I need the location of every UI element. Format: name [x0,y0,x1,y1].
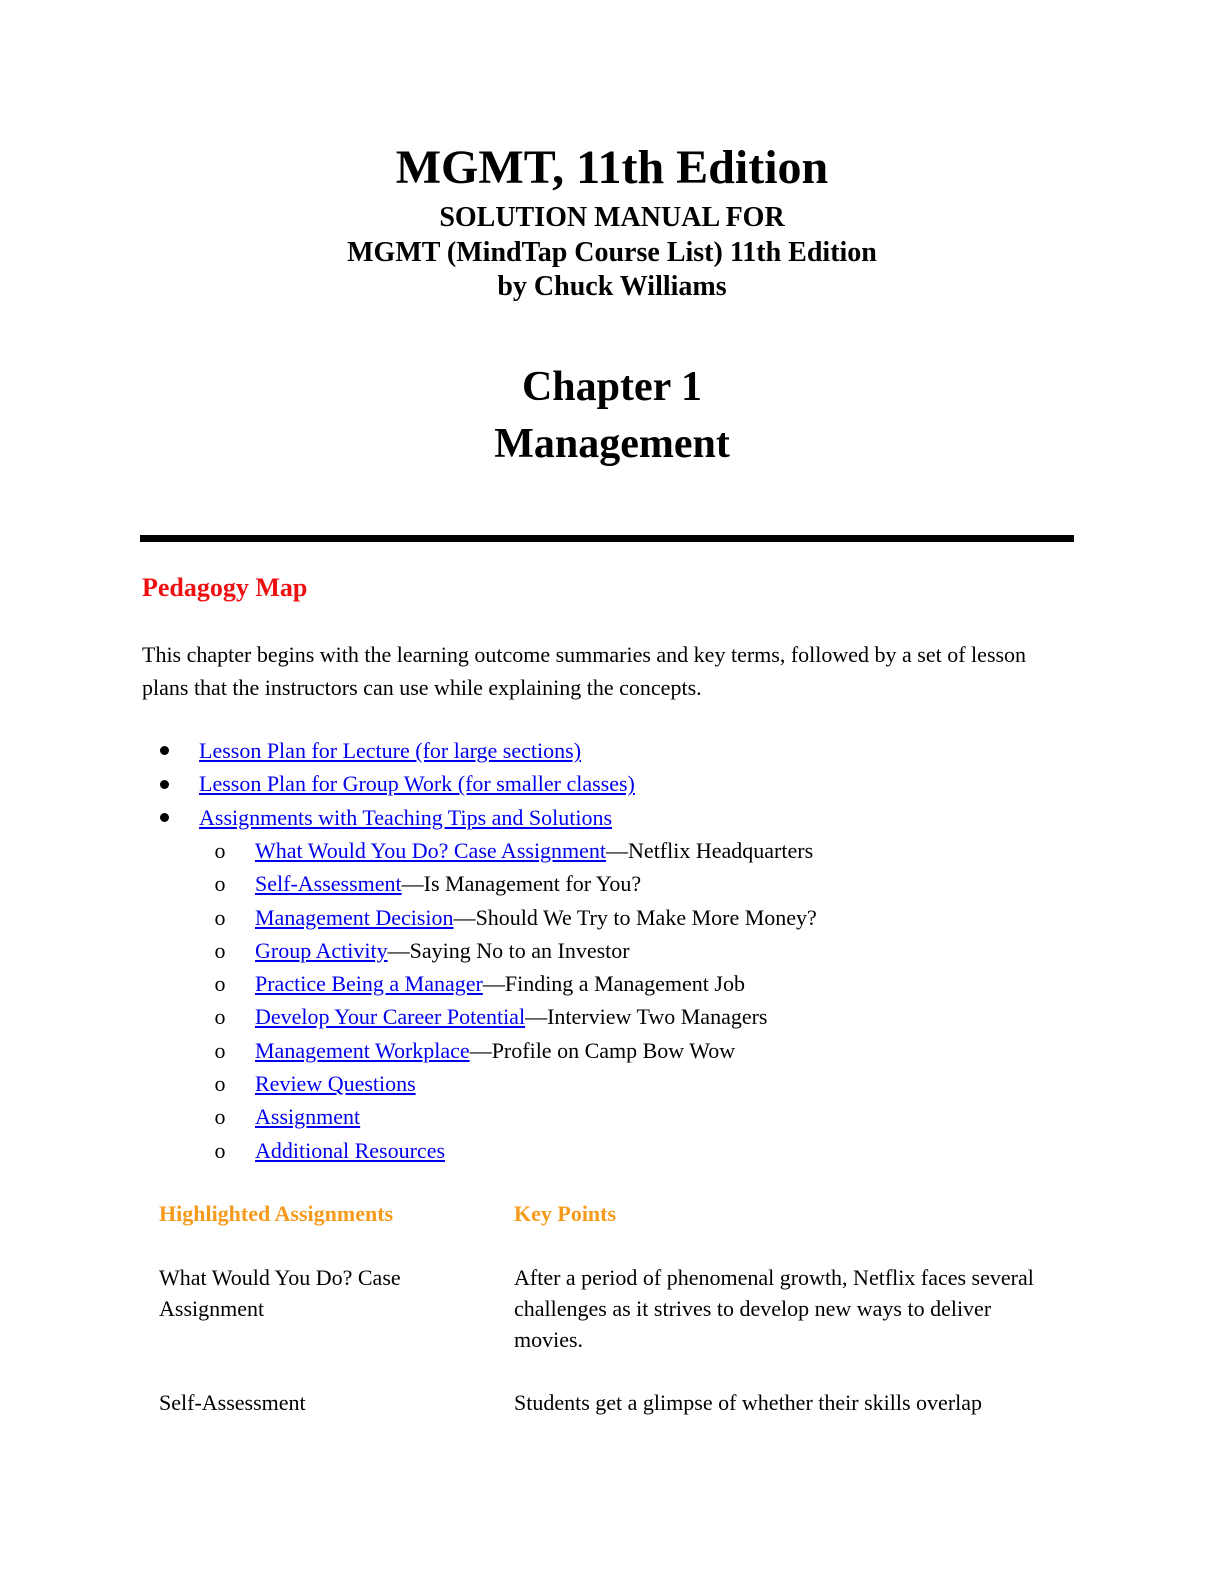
list-item [142,834,1072,867]
sub-bullet-marker: o [214,971,226,997]
list-item [142,901,1072,934]
sub-bullet-marker: o [214,1004,226,1030]
bullet-icon [154,734,174,767]
list-item [142,867,1072,900]
item-description: —Is Management for You? [401,871,642,897]
link-assignment[interactable]: Assignment [255,1104,361,1130]
table-cell-key-point: Students get a glimpse of whether their skills overlap [514,1390,983,1415]
chapter-label: Chapter 1 [521,364,703,410]
subtitle-line-2: MGMT (MindTap Course List) 11th Edition [347,237,877,268]
link-self-assessment[interactable]: Self-Assessment [255,871,402,897]
link-practice-being-a-manager[interactable]: Practice Being a Manager [255,971,483,997]
table-header-key-points: Key Points [514,1201,617,1226]
subtitle-line-3: by Chuck Williams [497,271,727,302]
link-lesson-plan-group-work[interactable]: Lesson Plan for Group Work (for smaller classes) [199,771,635,797]
link-additional-resources[interactable]: Additional Resources [255,1137,446,1163]
table-cell-assignment: Self-Assessment [159,1390,306,1415]
subtitle-line-1: SOLUTION MANUAL FOR [439,202,785,233]
bullet-icon [154,801,174,834]
sub-bullet-marker: o [214,838,226,863]
bullet-icon [154,767,174,800]
item-description: —Saying No to an Investor [387,937,630,963]
list-item [142,967,1072,1000]
item-description: —Interview Two Managers [525,1004,768,1030]
item-description: —Finding a Management Job [482,971,745,997]
list-item [142,801,1072,834]
list-item [142,934,1072,967]
sub-bullet-marker: o [214,1037,226,1063]
sub-bullet-marker: o [214,904,226,930]
link-what-would-you-do[interactable]: What Would You Do? Case Assignment [255,838,607,863]
list-item [142,1134,1072,1167]
list-item [142,734,1072,767]
item-description: —Netflix Headquarters [606,838,814,863]
intro-paragraph: This chapter begins with the learning outcome summaries and key terms, followed by a set of lesson plans that the instructors can use while explaining the concepts. [142,642,1027,700]
sub-bullet-marker: o [214,871,226,897]
list-item [142,1000,1072,1033]
item-description: —Should We Try to Make More Money? [453,904,817,930]
link-lesson-plan-lecture[interactable]: Lesson Plan for Lecture (for large sections) [199,738,582,763]
document-title: MGMT, 11th Edition [395,141,829,194]
list-item [142,1100,1072,1133]
link-management-decision[interactable]: Management Decision [255,904,454,930]
link-review-questions[interactable]: Review Questions [255,1071,416,1097]
table-cell-assignment: What Would You Do? Case Assignment [159,1265,401,1321]
table-cell-key-point: After a period of phenomenal growth, Netflix faces several challenges as it strives to develop new ways to deliver movies. [514,1265,1034,1352]
sub-bullet-marker: o [214,1137,226,1163]
chapter-name: Management [494,421,730,467]
sub-bullet-marker: o [214,1071,226,1097]
horizontal-rule [140,535,1074,542]
link-management-workplace[interactable]: Management Workplace [255,1037,470,1063]
sub-bullet-list [142,834,1072,1167]
section-heading-pedagogy-map: Pedagogy Map [142,573,308,602]
link-assignments-teaching-tips[interactable]: Assignments with Teaching Tips and Solutions [199,804,613,830]
sub-bullet-marker: o [214,937,226,963]
list-item [142,1067,1072,1100]
sub-bullet-marker: o [214,1104,226,1130]
table-header-highlighted-assignments: Highlighted Assignments [159,1201,394,1226]
link-develop-career-potential[interactable]: Develop Your Career Potential [255,1004,526,1030]
item-description: —Profile on Camp Bow Wow [469,1037,736,1063]
list-item [142,1034,1072,1067]
bullet-list [142,734,1072,834]
link-group-activity[interactable]: Group Activity [255,937,388,963]
list-item [142,767,1072,800]
